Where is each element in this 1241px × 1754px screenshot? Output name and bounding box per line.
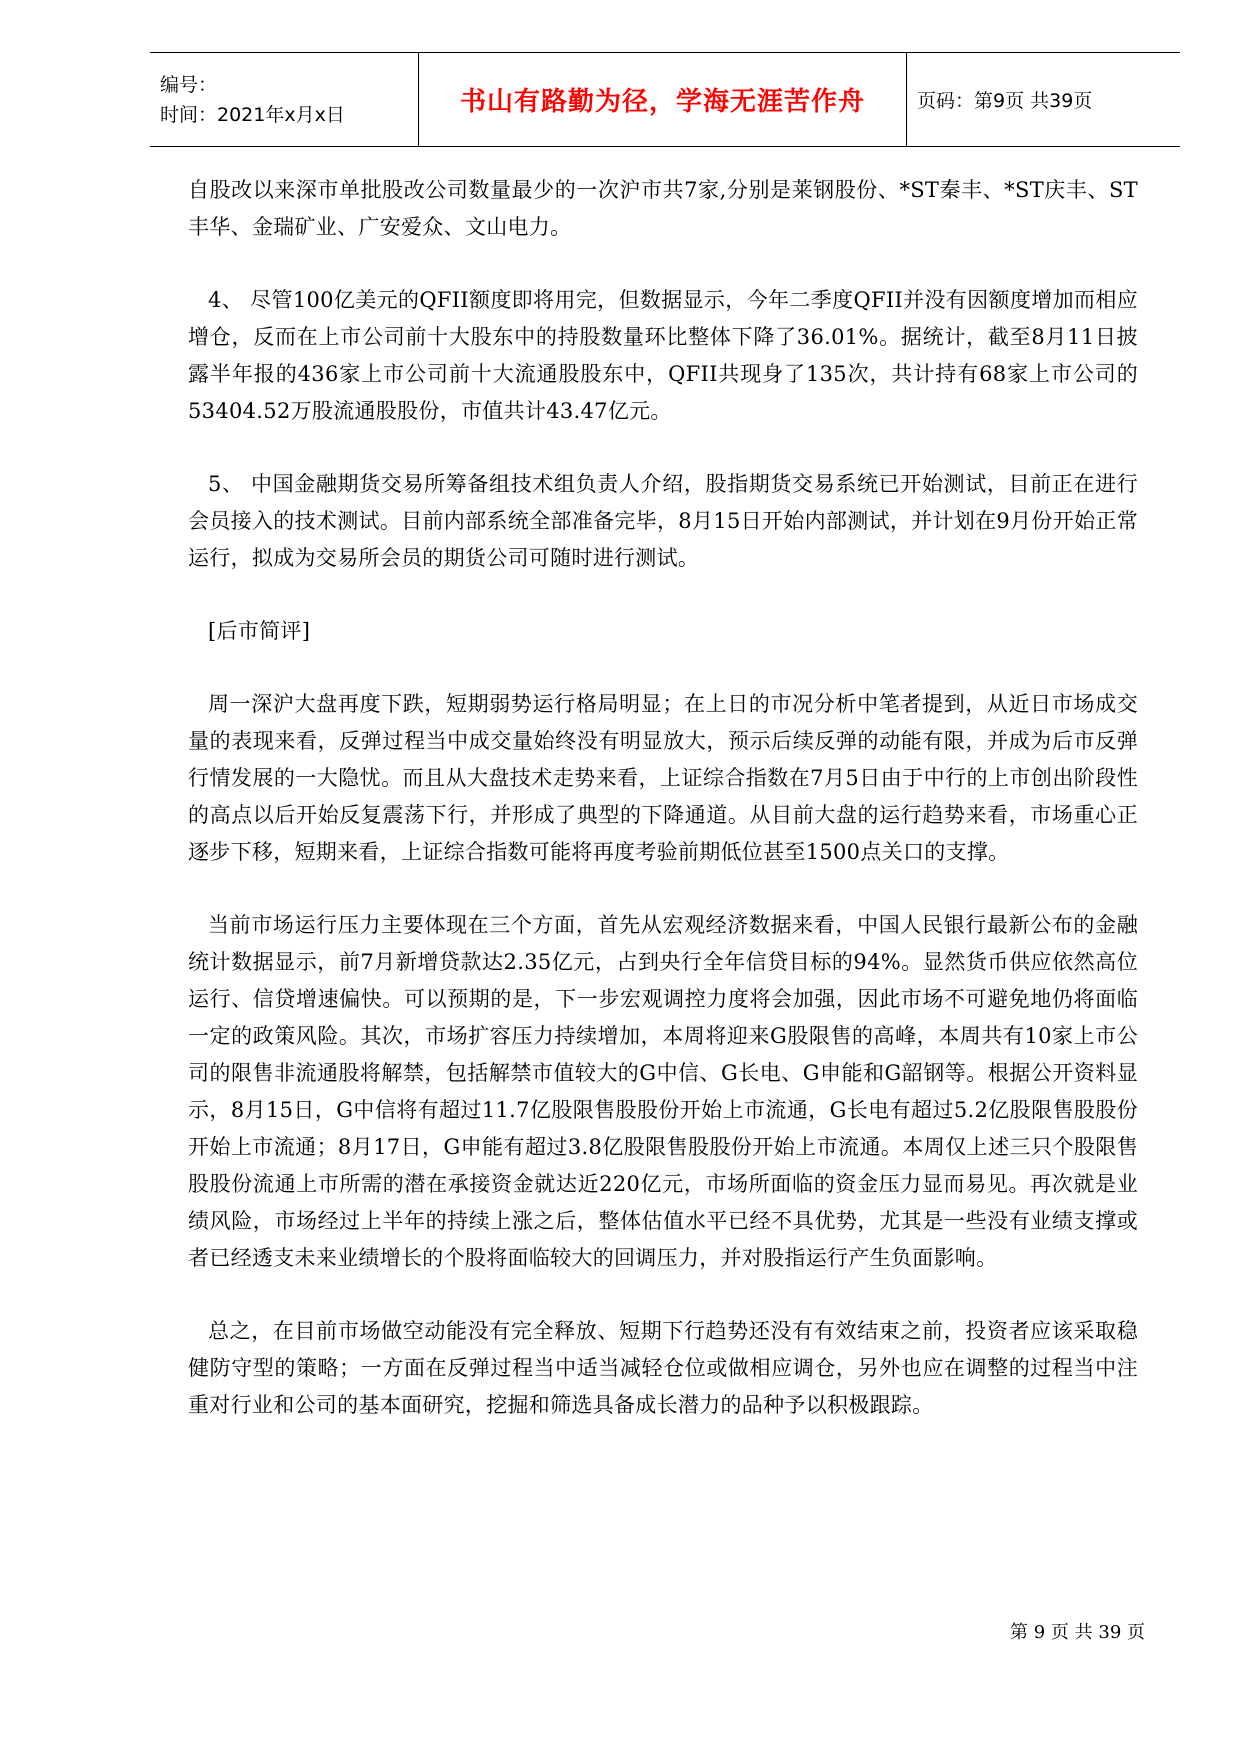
document-number-label: 编号： xyxy=(160,73,218,96)
document-time-label: 时间：2021年x月x日 xyxy=(160,103,345,126)
paragraph-market-analysis: 周一深沪大盘再度下跌，短期弱势运行格局明显；在上日的市况分析中笔者提到，从近日市场成交量的表现来看，反弹过程当中成交量始终没有明显放大，预示后续反弹的动能有限，并成为后市反弹行情发展的一大隐忧。而且从大盘技术走势来看，上证综合指数在7月5日由于中行的上市创出阶段性的高点以后开始反复震荡下行，并形成了典型的下降通道。从目前大盘的运行趋势来看，市场重心正逐步下移，短期来看，上证综合指数可能将再度考验前期低位甚至1500点关口的支撑。 xyxy=(188,692,1138,864)
header-meta xyxy=(150,53,419,146)
page-footer: 第 9 页 共 39 页 xyxy=(1010,1622,1145,1643)
paragraph-item-5-futures: 5、 中国金融期货交易所筹备组技术组负责人介绍，股指期货交易系统已开始测试，目前正在进行会员接入的技术测试。目前内部系统全部准备完毕，8月15日开始内部测试，并计划在9月份开始正常运行，拟成为交易所会员的期货公司可随时进行测试。 xyxy=(188,472,1138,570)
paragraph-item-4-qfii: 4、 尽管100亿美元的QFII额度即将用完，但数据显示，今年二季度QFII并没有因额度增加而相应增仓，反而在上市公司前十大股东中的持股数量环比整体下降了36.01%。据统计，截至8月11日披露半年报的436家上市公司前十大流通股股东中，QFII共现身了135次，共计持有68家上市公司的53404.52万股流通股股份，市值共计43.47亿元。 xyxy=(188,288,1138,423)
paragraph-market-pressure: 当前市场运行压力主要体现在三个方面，首先从宏观经济数据来看，中国人民银行最新公布的金融统计数据显示，前7月新增贷款达2.35亿元，占到央行全年信贷目标的94%。显然货币供应依然高位运行、信贷增速偏快。可以预期的是，下一步宏观调控力度将会加强，因此市场不可避免地仍将面临一定的政策风险。其次，市场扩容压力持续增加，本周将迎来G股限售的高峰，本周共有10家上市公司的限售非流通股将解禁，包括解禁市值较大的G中信、G长电、G申能和G韶钢等。根据公开资料显示，8月15日，G中信将有超过11.7亿股限售股股份开始上市流通，G长电有超过5.2亿股限售股股份开始上市流通；8月17日，G申能有超过3.8亿股限售股股份开始上市流通。本周仅上述三只个股限售股股份流通上市所需的潜在承接资金就达近220亿元，市场所面临的资金压力显而易见。再次就是业绩风险，市场经过上半年的持续上涨之后，整体估值水平已经不具优势，尤其是一些没有业绩支撑或者已经透支未来业绩增长的个股将面临较大的回调压力，并对股指运行产生负面影响。 xyxy=(188,913,1138,1270)
paragraph-st-list: 自股改以来深市单批股改公司数量最少的一次沪市共7家,分别是莱钢股份、*ST秦丰、*ST庆丰、ST丰华、金瑞矿业、广安爱众、文山电力。 xyxy=(188,178,1138,239)
section-heading-market-review: [后市简评] xyxy=(208,619,311,643)
header-page-info-cell xyxy=(907,53,1180,146)
header-motto: 书山有路勤为径，学海无涯苦作舟 xyxy=(459,87,865,117)
page-header xyxy=(150,52,1180,147)
header-motto-cell xyxy=(419,53,907,146)
document-body xyxy=(188,172,1138,1460)
paragraph-conclusion: 总之，在目前市场做空动能没有完全释放、短期下行趋势还没有有效结束之前，投资者应该采取稳健防守型的策略；一方面在反弹过程当中适当减轻仓位或做相应调仓，另外也应在调整的过程当中注重对行业和公司的基本面研究，挖掘和筛选具备成长潜力的品种予以积极跟踪。 xyxy=(188,1319,1138,1417)
header-page-info: 页码：第9页 共39页 xyxy=(917,90,1093,112)
